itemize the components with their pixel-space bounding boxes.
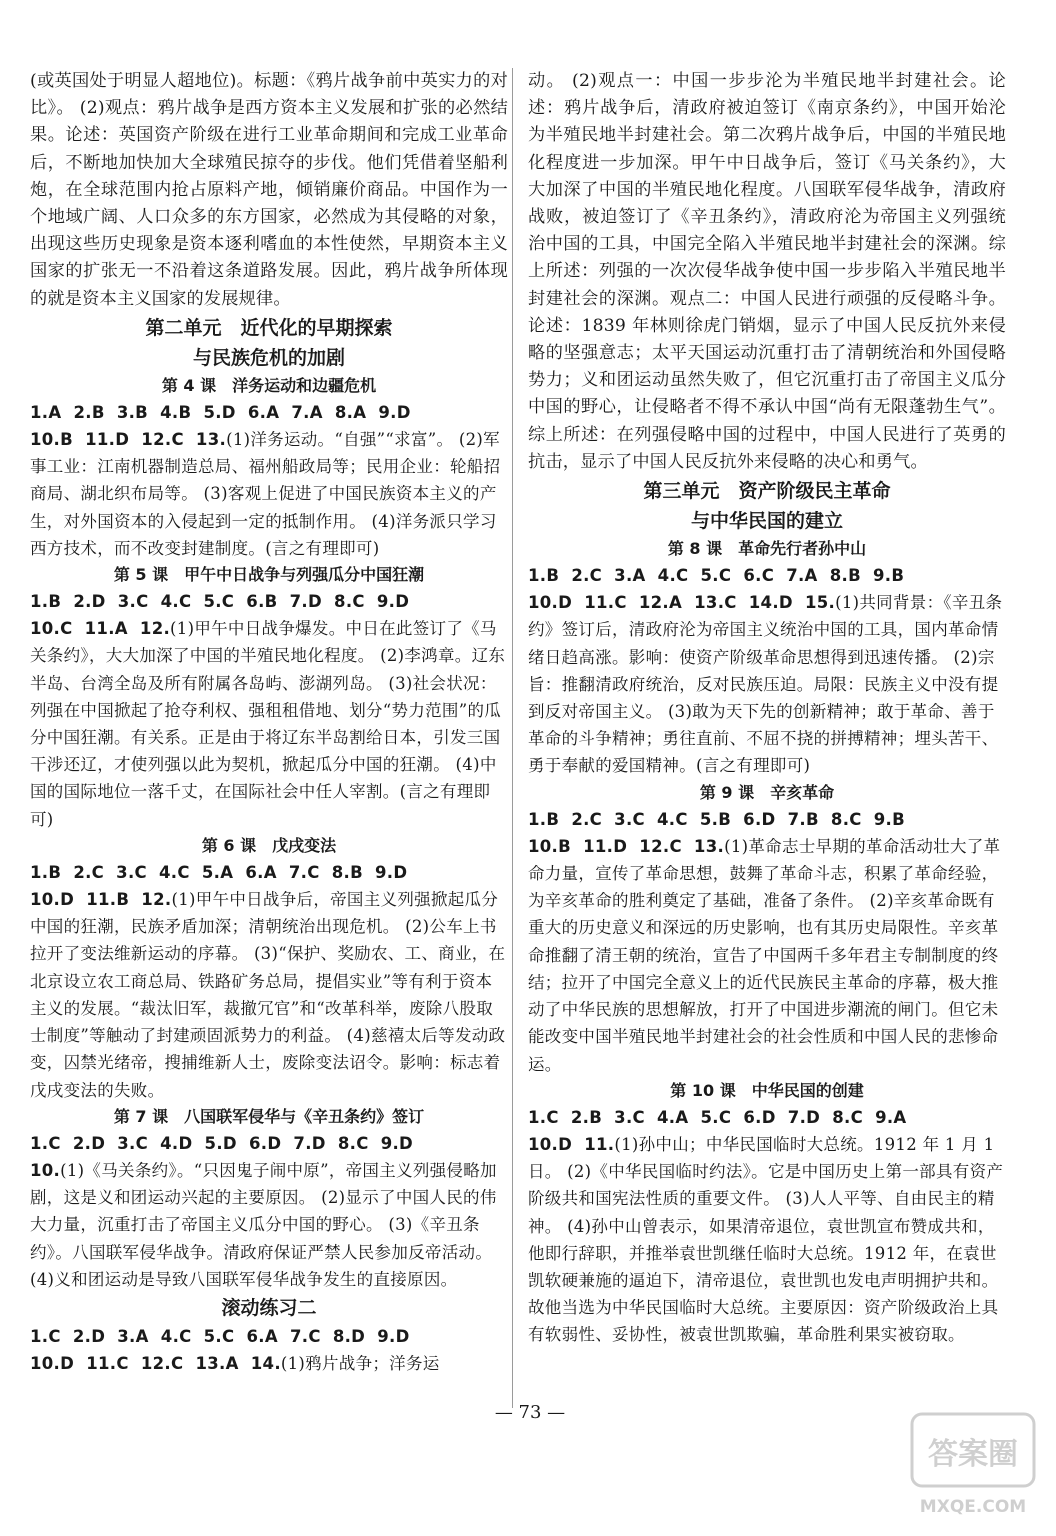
lesson6-answers-row1: 1.B 2.C 3.C 4.C 5.A 6.A 7.C 8.B 9.D <box>30 862 408 882</box>
lesson4-answers-row2 <box>30 426 508 562</box>
review2-answers-choices: 10.D 11.C 12.C 13.A 14. <box>30 1354 281 1374</box>
lesson7-answer-text: (1)《马关条约》。“只因鬼子闹中原”，帝国主义列强侵略加剧，这是义和团运动兴起的主要原因。 (2)显示了中国人民的伟大力量，沉重打击了帝国主义瓜分中国的野心。 (3)《辛丑条约》。八国联军侵华战争。清政府保证严禁人民参加反帝活动。 (4)义和团运动是导致八国联军侵华战争发生的直接原因。 <box>30 1160 498 1289</box>
unit2-title-line1: 第二单元 近代化的早期探索 <box>145 316 393 339</box>
lesson5-answers-row2 <box>30 615 508 833</box>
lesson7-title: 第 7 课 八国联军侵华与《辛丑条约》签订 <box>113 1106 425 1126</box>
lesson4-answer-text: (1)洋务运动。“自强”“求富”。 (2)军事工业：江南机器制造总局、福州船政局等；民用企业：轮船招商局、湖北织布局等。 (3)客观上促进了中国民族资本主义的产生，对外国资本的入侵起到一定的抵制作用。 (4)洋务派只学习西方技术，而不改变封建制度。(言之有理即可) <box>30 430 501 558</box>
unit3-title-line1: 第三单元 资产阶级民主革命 <box>643 480 891 503</box>
unit1-continued-answer: (或英国处于明显人超地位)。标题：《鸦片战争前中英实力的对比》。 (2)观点：鸦片战争是西方资本主义发展和扩张的必然结果。论述：英国资产阶级在进行工业革命期间和完成工业革命后，不断地加快加大全球殖民掠夺的步伐。他们凭借着坚船利炮，在全球范围内抢占原料产地，倾销廉价商品。中国作为一个地域广阔、人口众多的东方国家，必然成为其侵略的对象，出现这些历史现象是资本逐利嗜血的本性使然，早期资本主义国家的扩张无一不沿着这条道路发展。因此，鸦片战争所体现的就是资本主义国家的发展规律。 <box>30 71 508 309</box>
lesson10-answers-row2 <box>528 1131 1006 1349</box>
watermark-logo-icon <box>908 1404 1038 1524</box>
lesson4-title: 第 4 课 洋务运动和边疆危机 <box>161 375 377 395</box>
unit2-title-line2: 与民族危机的加剧 <box>192 346 345 369</box>
lesson9-answers-choices: 10.B 11.D 12.C 13. <box>528 836 725 856</box>
right-column <box>528 68 1006 1349</box>
lesson7-answers-row2 <box>30 1157 508 1293</box>
unit3-title-line2: 与中华民国的建立 <box>690 510 843 533</box>
column-divider <box>512 68 513 1408</box>
watermark-logo <box>908 1404 1038 1524</box>
lesson6-answers-row2 <box>30 886 508 1104</box>
lesson8-answers-choices: 10.D 11.C 12.A 13.C 14.D 15. <box>528 593 836 613</box>
lesson5-title: 第 5 课 甲午中日战争与列强瓜分中国狂潮 <box>113 565 425 585</box>
lesson5-answer-text: (1)甲午中日战争爆发。中日在此签订了《马关条约》，大大加深了中国的半殖民地化程度。 (2)李鸿章。辽东半岛、台湾全岛及所有附属各岛屿、澎湖列岛。 (3)社会状况：列强在中国掀起了抢夺利权、强租租借地、划分“势力范围”的瓜分中国狂潮。有关系。正是由于将辽东半岛割给日本，引发三国干涉还辽，才使列强以此为契机，掀起瓜分中国的狂潮。 (4)中国的国际地位一落千丈，在国际社会中任人宰割。(言之有理即可) <box>30 619 506 829</box>
lesson6-answer-text: (1)甲午中日战争后，帝国主义列强掀起瓜分中国的狂潮，民族矛盾加深；清朝统治出现危机。 (2)公车上书拉开了变法维新运动的序幕。 (3)“保护、奖励农、工、商业，在北京设立农工商总局、铁路矿务总局，提倡实业”等有利于资本主义的发展。“裁汰旧军，裁撤冗官”和“改革科举，废除八股取士制度”等触动了封建顽固派势力的利益。 (4)慈禧太后等发动政变，囚禁光绪帝，搜捕维新人士，废除变法诏令。影响：标志着戊戌变法的失败。 <box>30 890 506 1100</box>
lesson9-title: 第 9 课 辛亥革命 <box>699 782 835 802</box>
lesson9-answers-row1: 1.B 2.C 3.C 4.C 5.B 6.D 7.B 8.C 9.B <box>528 809 905 829</box>
page-number: — 73 — <box>494 1402 566 1423</box>
lesson9-answers-row2 <box>528 833 1006 1078</box>
review2-answers-row1: 1.C 2.D 3.A 4.C 5.C 6.A 7.C 8.D 9.D <box>30 1326 410 1346</box>
watermark-url: MXQE.COM <box>919 1497 1027 1517</box>
lesson8-answers-row2 <box>528 589 1006 779</box>
lesson9-answer-text: (1)革命志士早期的革命活动壮大了革命力量，宣传了革命思想，鼓舞了革命斗志，积累了革命经验，为辛亥革命的胜利奠定了基础，准备了条件。 (2)辛亥革命既有重大的历史意义和深远的历史影响，也有其历史局限性。辛亥革命推翻了清王朝的统治，宣告了中国两千多年君主专制制度的终结；拉开了中国完全意义上的近代民族民主革命的序幕，极大推动了中华民族的思想解放，打开了中国进步潮流的闸门。但它未能改变中国半殖民地半封建社会的社会性质和中国人民的悲惨命运。 <box>528 836 1001 1074</box>
lesson4-answers-choices: 10.B 11.D 12.C 13. <box>30 430 227 450</box>
review2-answers-row2 <box>30 1350 508 1377</box>
lesson6-answers-choices: 10.D 11.B 12. <box>30 890 172 910</box>
lesson5-answers-choices: 10.C 11.A 12. <box>30 619 171 639</box>
lesson6-title: 第 6 课 戊戌变法 <box>201 835 337 855</box>
lesson10-answer-text: (1)孙中山；中华民国临时大总统。1912 年 1 月 1 日。 (2)《中华民国临时约法》。它是中国历史上第一部具有资产阶级共和国宪法性质的重要文件。 (3)人人平等、自由民主的精神。 (4)孙中山曾表示，如果清帝退位，袁世凯宣布赞成共和，他即行辞职，并推举袁世凯继任临时大总统。1912 年，在袁世凯软硬兼施的逼迫下，清帝退位，袁世凯也发电声明拥护共和。故他当选为中华民国临时大总统。主要原因：资产阶级政治上具有软弱性、妥协性，被袁世凯欺骗，革命胜利果实被窃取。 <box>528 1134 1004 1345</box>
review2-answer-text: (1)鸦片战争；洋务运 <box>280 1354 440 1374</box>
lesson8-answers-row1: 1.B 2.C 3.A 4.C 5.C 6.C 7.A 8.B 9.B <box>528 566 905 586</box>
lesson5-answers-row1: 1.B 2.D 3.C 4.C 5.C 6.B 7.D 8.C 9.D <box>30 592 410 612</box>
lesson4-answers-row1: 1.A 2.B 3.B 4.B 5.D 6.A 7.A 8.A 9.D <box>30 402 411 422</box>
left-column <box>30 68 508 1377</box>
watermark-text: 答案圈 <box>928 1437 1018 1472</box>
lesson7-answers-row1: 1.C 2.D 3.C 4.D 5.D 6.D 7.D 8.C 9.D <box>30 1133 414 1153</box>
review2-title: 滚动练习二 <box>221 1296 317 1319</box>
lesson8-answer-text: (1)共同背景：《辛丑条约》签订后，清政府沦为帝国主义统治中国的工具，国内革命情绪日趋高涨。影响：使资产阶级革命思想得到迅速传播。 (2)宗旨：推翻清政府统治，反对民族压迫。局限：民族主义中没有提到反对帝国主义。 (3)敢为天下先的创新精神；敢于革命、善于革命的斗争精神；勇往直前、不屈不挠的拼搏精神；埋头苦干、勇于奉献的爱国精神。(言之有理即可) <box>528 593 1003 776</box>
lesson10-answers-choices: 10.D 11. <box>528 1134 615 1154</box>
lesson10-title: 第 10 课 中华民国的创建 <box>670 1080 864 1100</box>
lesson8-title: 第 8 课 革命先行者孙中山 <box>667 539 867 559</box>
lesson10-answers-row1: 1.C 2.B 3.C 4.A 5.C 6.D 7.D 8.C 9.A <box>528 1107 907 1127</box>
lesson7-answers-choices: 10. <box>30 1160 61 1180</box>
review2-continued-answer: 动。 (2)观点一：中国一步步沦为半殖民地半封建社会。论述：鸦片战争后，清政府被迫签订《南京条约》，中国开始沦为半殖民地半封建社会。第二次鸦片战争后，中国的半殖民地化程度进一步加深。甲午中日战争后，签订《马关条约》，大大加深了中国的半殖民地化程度。八国联军侵华战争，清政府战败，被迫签订了《辛丑条约》，清政府沦为帝国主义列强统治中国的工具，中国完全陷入半殖民地半封建社会的深渊。综上所述：列强的一次次侵华战争使中国一步步陷入半殖民地半封建社会的深渊。观点二：中国人民进行顽强的反侵略斗争。论述：1839 年林则徐虎门销烟，显示了中国人民反抗外来侵略的坚强意志；太平天国运动沉重打击了清朝统治和外国侵略势力；义和团运动虽然失败了，但它沉重打击了帝国主义瓜分中国的野心，让侵略者不得不承认中国“尚有无限蓬勃生气”。综上所述：在列强侵略中国的过程中，中国人民进行了英勇的抗击，显示了中国人民反抗外来侵略的决心和勇气。 <box>528 71 1006 472</box>
